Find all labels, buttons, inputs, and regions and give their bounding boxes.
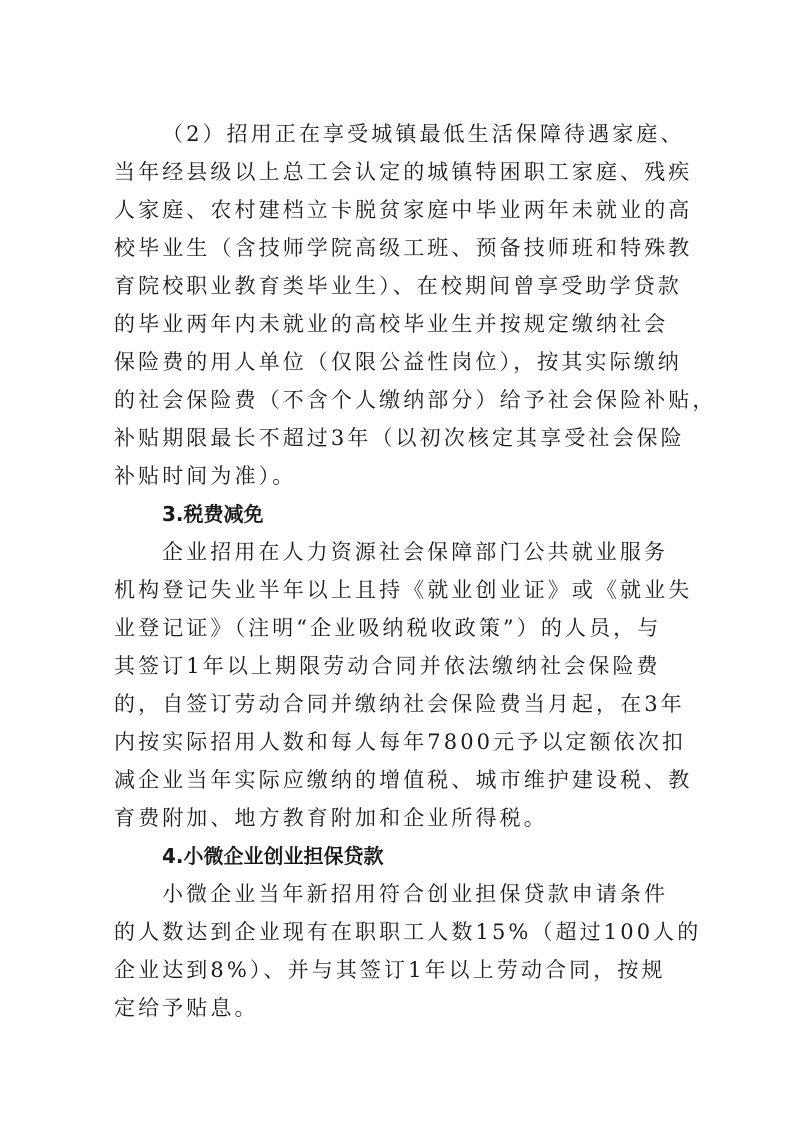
- paragraph-line: 小微企业当年新招用符合创业担保贷款申请条件: [162, 882, 669, 906]
- paragraph-line: 当年经县级以上总工会认定的城镇特困职工家庭、残疾: [114, 160, 693, 184]
- paragraph-line: 的毕业两年内未就业的高校毕业生并按规定缴纳社会: [114, 312, 669, 336]
- paragraph-line: 减企业当年实际应缴纳的增值税、城市维护建设税、教: [114, 768, 693, 792]
- paragraph-line: 补贴时间为准）。: [114, 464, 297, 488]
- paragraph-line: 育费附加、地方教育附加和企业所得税。: [114, 806, 548, 830]
- paragraph-line: 的社会保险费（不含个人缴纳部分）给予社会保险补贴，: [114, 388, 717, 412]
- paragraph-line: 定给予贴息。: [114, 996, 259, 1020]
- section-heading-tax-relief: 3.税费减免: [162, 502, 264, 526]
- paragraph-line: 保险费的用人单位（仅限公益性岗位），按其实际缴纳: [114, 350, 682, 374]
- section-heading-micro-loan: 4.小微企业创业担保贷款: [162, 844, 384, 868]
- paragraph-line: （2）招用正在享受城镇最低生活保障待遇家庭、: [162, 122, 685, 146]
- paragraph-line: 人家庭、农村建档立卡脱贫家庭中毕业两年未就业的高: [114, 198, 693, 222]
- paragraph-line: 内按实际招用人数和每人每年7800元予以定额依次扣: [114, 730, 686, 754]
- paragraph-line: 补贴期限最长不超过3年（以初次核定其享受社会保险: [114, 426, 685, 450]
- paragraph-line: 企业达到8%）、并与其签订1年以上劳动合同，按规: [114, 958, 666, 982]
- paragraph-line: 校毕业生（含技师学院高级工班、预备技师班和特殊教: [114, 236, 693, 260]
- paragraph-line: 的人数达到企业现有在职职工人数15%（超过100人的: [114, 920, 702, 944]
- paragraph-line: 业登记证》（注明“企业吸纳税收政策”）的人员，与: [114, 616, 662, 640]
- paragraph-line: 育院校职业教育类毕业生）、在校期间曾享受助学贷款: [114, 274, 682, 298]
- paragraph-line: 企业招用在人力资源社会保障部门公共就业服务: [162, 540, 669, 564]
- paragraph-line: 的，自签订劳动合同并缴纳社会保险费当月起，在3年: [114, 692, 685, 716]
- paragraph-line: 其签订1年以上期限劳动合同并依法缴纳社会保险费: [114, 654, 661, 678]
- paragraph-line: 机构登记失业半年以上且持《就业创业证》或《就业失: [114, 578, 693, 602]
